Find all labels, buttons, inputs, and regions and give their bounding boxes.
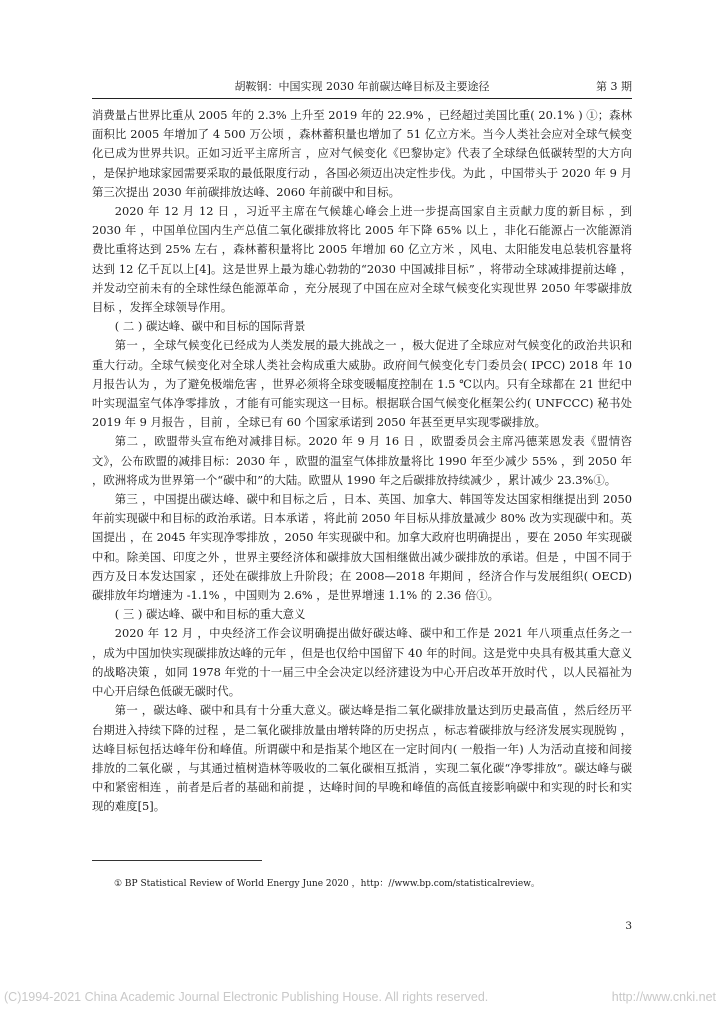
copyright-text: (C)1994-2021 China Academic Journal Electronic Publishing House. All rights reserved. <box>4 990 489 1004</box>
paragraph-second-eu-targets: 第二 ，欧盟带头宣布绝对减排目标。2020 年 9 月 16 日 ，欧盟委员会主席冯德莱恩发表《盟情咨文》，公布欧盟的减排目标：2030 年 ，欧盟的温室气体排放量将比 1990 年至少减少 55% ，到 2050 年 ，欧洲将成为世界第一个“碳中和”的大陆。欧盟从 1990 年之后碳排放持续减少 ，累计减少 23.3%①。 <box>92 434 632 487</box>
cnki-url: http://www.cnki.net <box>611 990 716 1004</box>
paragraph-economic-work-conference: 2020 年 12 月 ，中央经济工作会议明确提出做好碳达峰、碳中和工作是 2021 年八项重点任务之一 ，成为中国加快实现碳排放达峰的元年 ，但是也仅给中国留下 40 年的时间。这是党中央具有极其重大意义的战略决策 ，如同 1978 年党的十一届三中全会决定以经济建设为中心开启改革开放时代 ，以人民福祉为中心开启绿色低碳无碳时代。 <box>92 626 632 699</box>
running-header-title: 胡鞍钢：中国实现 2030 年前碳达峰目标及主要途径 <box>234 80 490 93</box>
footnote: ① BP Statistical Review of World Energy June 2020 ，http：//www.bp.com/statisticalreview。 <box>114 879 540 889</box>
paragraph-definition-peak-neutrality: 第一 ，碳达峰、碳中和具有十分重大意义。碳达峰是指二氧化碳排放量达到历史最高值 ，然后经历平台期进入持续下降的过程 ，是二氧化碳排放量由增转降的历史拐点 ，标志着碳排放与经济发展实现脱钩 ，达峰目标包括达峰年份和峰值。所谓碳中和是指某个地区在一定时间内( 一般指一年) 人为活动直接和间接排放的二氧化碳 ，与其通过植树造林等吸收的二氧化碳相互抵消 ，实现二氧化碳“净零排放”。碳达峰与碳中和紧密相连 ，前者是后者的基础和前提 ，达峰时间的早晚和峰值的高低直接影响碳中和实现的时长和实现的难度[5]。 <box>92 703 632 814</box>
page-number: 3 <box>625 920 632 932</box>
section-heading-significance: ( 三 ) 碳达峰、碳中和目标的重大意义 <box>114 607 306 622</box>
article-body <box>92 106 632 817</box>
paragraph-continued: 消费量占世界比重从 2005 年的 2.3% 上升至 2019 年的 22.9% ，已经超过美国比重( 20.1% ) ①；森林面积比 2005 年增加了 4 500 万公顷 ，森林蓄积量也增加了 51 亿立方米。当今人类社会应对全球气候变化已成为世界共识。正如习近平主席所言 ，应对气候变化《巴黎协定》代表了全球绿色低碳转型的大方向 ，是保护地球家园需要采取的最低限度行动 ，各国必须迈出决定性步伐。为此 ，中国带头于 2020 年 9 月第三次提出 2030 年前碳排放达峰、2060 年前碳中和目标。 <box>92 108 632 199</box>
running-header <box>92 78 632 99</box>
issue-number: 第 3 期 <box>596 80 632 93</box>
paragraph-third-other-countries: 第三 ，中国提出碳达峰、碳中和目标之后 ，日本、英国、加拿大、韩国等发达国家相继提出到 2050 年前实现碳中和目标的政治承诺。日本承诺 ，将此前 2050 年目标从排放量减少 80% 改为实现碳中和。英国提出 ，在 2045 年实现净零排放 ，2050 年实现碳中和。加拿大政府也明确提出 ，要在 2050 年实现碳中和。除美国、印度之外 ，世界主要经济体和碳排放大国相继做出减少碳排放的承诺。但是 ，中国不同于西方及日本发达国家 ，还处在碳排放上升阶段；在 2008—2018 年期间 ，经济合作与发展组织( OECD) 碳排放年均增速为 -1.1% ，中国则为 2.6% ，是世界增速 1.1% 的 2.36 倍①。 <box>92 492 632 603</box>
paragraph-2030-targets: 2020 年 12 月 12 日 ，习近平主席在气候雄心峰会上进一步提高国家自主贡献力度的新目标 ，到 2030 年 ，中国单位国内生产总值二氧化碳排放将比 2005 年下降 65% 以上 ，非化石能源占一次能源消费比重将达到 25% 左右 ，森林蓄积量将比 2005 年增加 60 亿立方米 ，风电、太阳能发电总装机容量将达到 12 亿千瓦以上[4]。这是世界上最为雄心勃勃的“2030 中国减排目标” ，将带动全球减排提前达峰 ，并发动空前未有的全球性绿色能源革命 ，充分展现了中国在应对全球气候变化实现世界 2050 年零碳排放目标 ，发挥全球领导作用。 <box>92 204 632 315</box>
section-heading-international-background: ( 二 ) 碳达峰、碳中和目标的国际背景 <box>114 319 306 334</box>
paragraph-first-climate-challenge: 第一 ，全球气候变化已经成为人类发展的最大挑战之一 ，极大促进了全球应对气候变化的政治共识和重大行动。全球气候变化对全球人类社会构成重大威胁。政府间气候变化专门委员会( IPCC) 2018 年 10 月报告认为 ，为了避免极端危害 ，世界必须将全球变暖幅度控制在 1.5 ℃以内。只有全球都在 21 世纪中叶实现温室气体净零排放 ，才能有可能实现这一目标。根据联合国气候变化框架公约( UNFCCC) 秘书处 2019 年 9 月报告 ，目前 ，全球已有 60 个国家承诺到 2050 年甚至更早实现零碳排放。 <box>92 338 632 430</box>
footnote-divider <box>92 860 262 861</box>
